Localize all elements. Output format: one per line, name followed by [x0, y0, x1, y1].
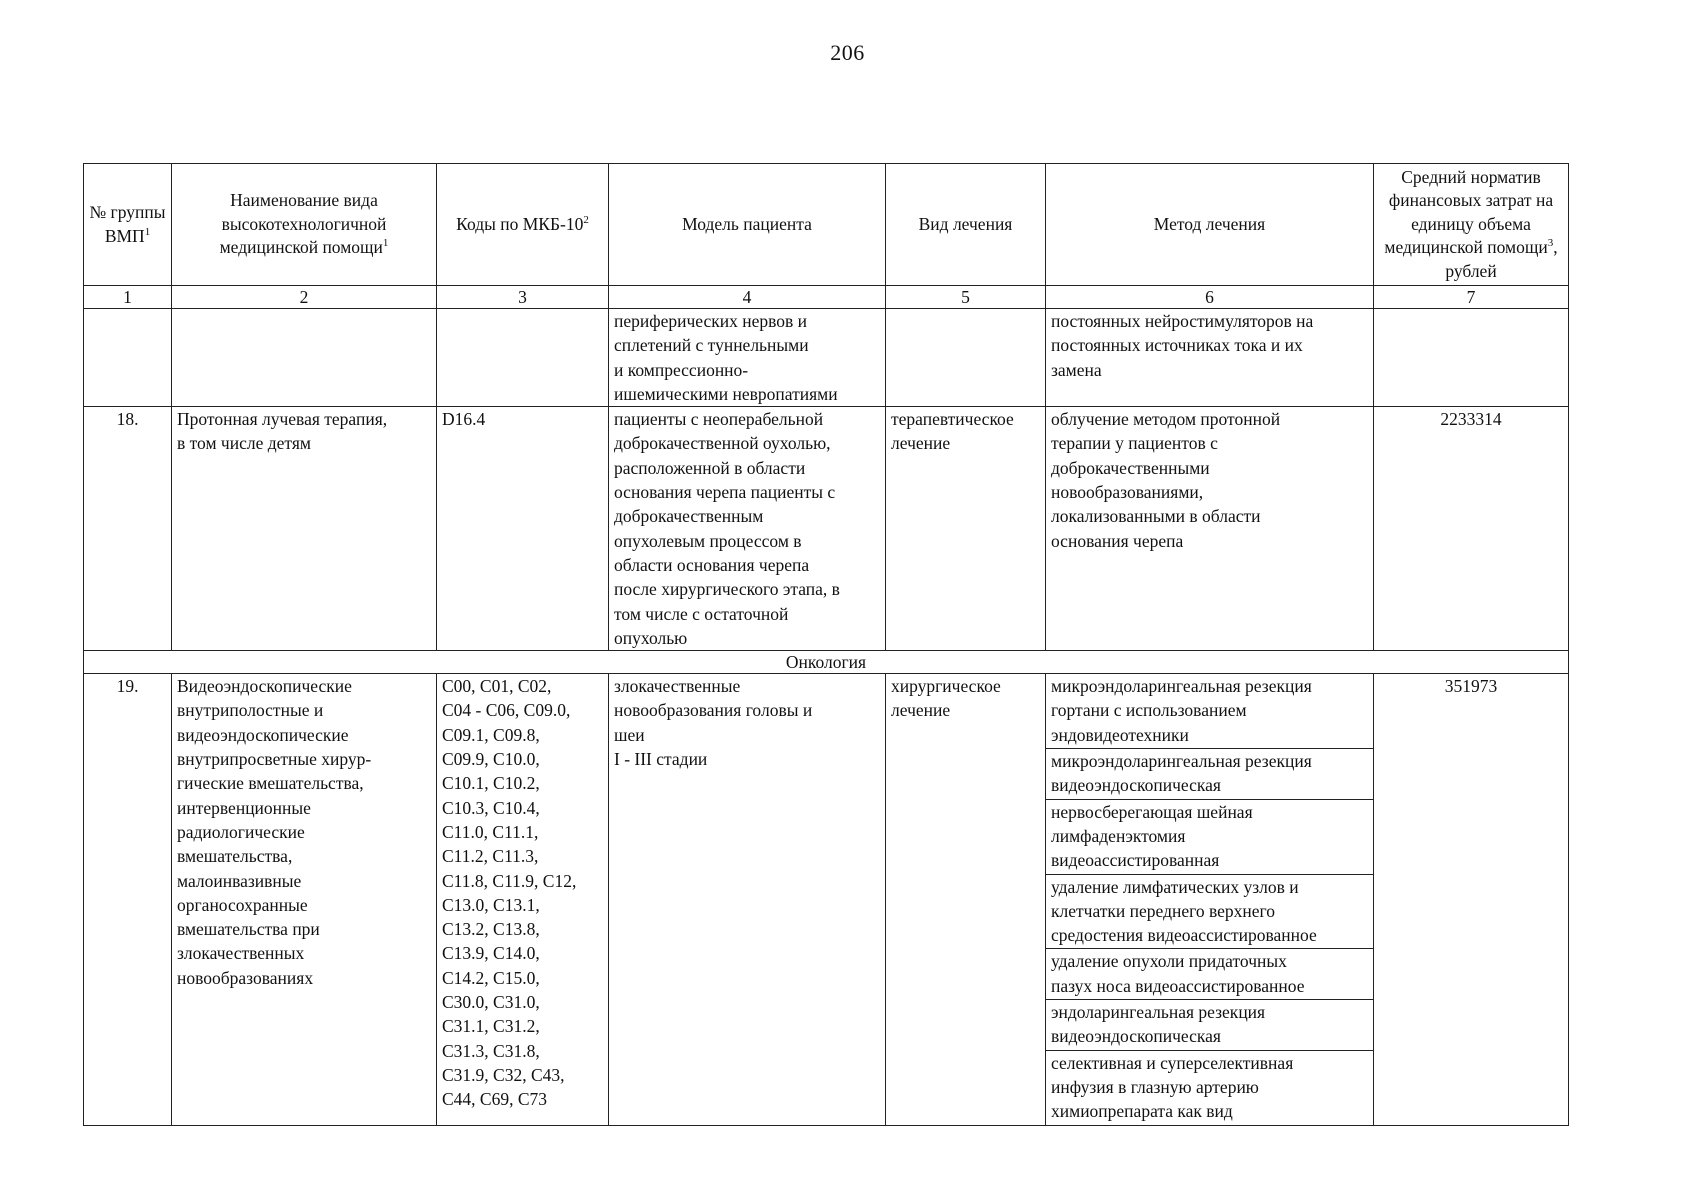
column-number: 1: [84, 286, 172, 309]
cell-care-type-name: Видеоэндоскопические внутриполостные и видеоэндоскопические внутрипросветные хирур- гические вмешательства, интервенционные радиологические вмешательства, малоинвазивные органосохранные вмешательства при злокачественных новообразованиях: [172, 674, 437, 1125]
cell-icd10-codes: [437, 309, 609, 407]
column-number: 4: [609, 286, 886, 309]
cell-patient-model: злокачественные новообразования головы и шеи I - III стадии: [609, 674, 886, 1125]
method-item: эндоларингеальная резекция видеоэндоскопическая: [1046, 1000, 1373, 1051]
method-item: микроэндоларингеальная резекция видеоэндоскопическая: [1046, 749, 1373, 800]
header-treatment-method: Метод лечения: [1046, 164, 1374, 286]
cell-treatment-methods: [1046, 674, 1374, 1125]
section-row-oncology: [84, 651, 1569, 674]
cell-cost-norm: [1374, 309, 1569, 407]
vmp-table: [83, 163, 1569, 1126]
method-item: селективная и суперселективная инфузия в глазную артерию химиопрепарата как вид: [1051, 1052, 1294, 1122]
header-care-type-name: Наименование вида высокотехнологичной медицинской помощи$^1$: [172, 164, 437, 286]
cell-group-number: 19.: [84, 674, 172, 1125]
method-item: нервосберегающая шейная лимфаденэктомия видеоассистированная: [1046, 800, 1373, 875]
table-row-group-18: [84, 407, 1569, 651]
cell-icd10-codes: C00, C01, C02, C04 - C06, C09.0, C09.1, C09.8, C09.9, C10.0, C10.1, C10.2, C10.3, C10.4, C11.0, C11.1, C11.2, C11.3, C11.8, C11.9, C12, C13.0, C13.1, C13.2, C13.8, C13.9, C14.0, C14.2, C15.0, C30.0, C31.0, C31.1, C31.2, C31.3, C31.8, C31.9, C32, C43, C44, C69, C73: [437, 674, 609, 1125]
cell-care-type-name: [172, 309, 437, 407]
cell-treatment-method: постоянных нейростимуляторов на постоянных источниках тока и их замена: [1046, 309, 1374, 407]
cell-cost-norm: 351973: [1374, 674, 1569, 1125]
cell-treatment-method: облучение методом протонной терапии у пациентов с доброкачественными новообразованиями, локализованными в области основания черепа: [1046, 407, 1374, 651]
header-group-number: № группы ВМП$^1$: [84, 164, 172, 286]
cell-patient-model: периферических нервов и сплетений с туннельными и компрессионно- ишемическими невропатиями: [609, 309, 886, 407]
page-number: 206: [830, 40, 865, 65]
header-row: [84, 164, 1569, 286]
cell-group-number: 18.: [84, 407, 172, 651]
column-number: 6: [1046, 286, 1374, 309]
column-number: 5: [886, 286, 1046, 309]
cell-treatment-type: [886, 309, 1046, 407]
header-patient-model: Модель пациента: [609, 164, 886, 286]
column-number: 2: [172, 286, 437, 309]
table-row-continuation: [84, 309, 1569, 407]
header-cost-norm: Средний норматив финансовых затрат на единицу объема медицинской помощи$^3$, рублей: [1374, 164, 1569, 286]
column-number: 3: [437, 286, 609, 309]
section-title: Онкология: [84, 651, 1569, 674]
method-list: [1046, 674, 1373, 1124]
method-item: удаление опухоли придаточных пазух носа видеоассистированное: [1046, 949, 1373, 1000]
table-row-group-19: [84, 674, 1569, 1125]
header-treatment-type: Вид лечения: [886, 164, 1046, 286]
cell-patient-model: пациенты с неоперабельной доброкачественной оухолью, расположенной в области основания черепа пациенты с доброкачественным опухолевым процессом в области основания черепа после хирургического этапа, в том числе с остаточной опухолью: [609, 407, 886, 651]
cell-treatment-type: терапевтическое лечение: [886, 407, 1046, 651]
cell-care-type-name: Протонная лучевая терапия, в том числе детям: [172, 407, 437, 651]
cell-icd10-codes: D16.4: [437, 407, 609, 651]
column-number: 7: [1374, 286, 1569, 309]
cell-group-number: [84, 309, 172, 407]
cell-cost-norm: 2233314: [1374, 407, 1569, 651]
cell-treatment-type: хирургическое лечение: [886, 674, 1046, 1125]
method-item: удаление лимфатических узлов и клетчатки переднего верхнего средостения видеоассистированное: [1046, 875, 1373, 950]
header-icd10-codes: Коды по МКБ-$10^2$: [437, 164, 609, 286]
method-item: микроэндоларингеальная резекция гортани с использованием эндовидеотехники: [1046, 674, 1373, 749]
column-number-row: [84, 286, 1569, 309]
